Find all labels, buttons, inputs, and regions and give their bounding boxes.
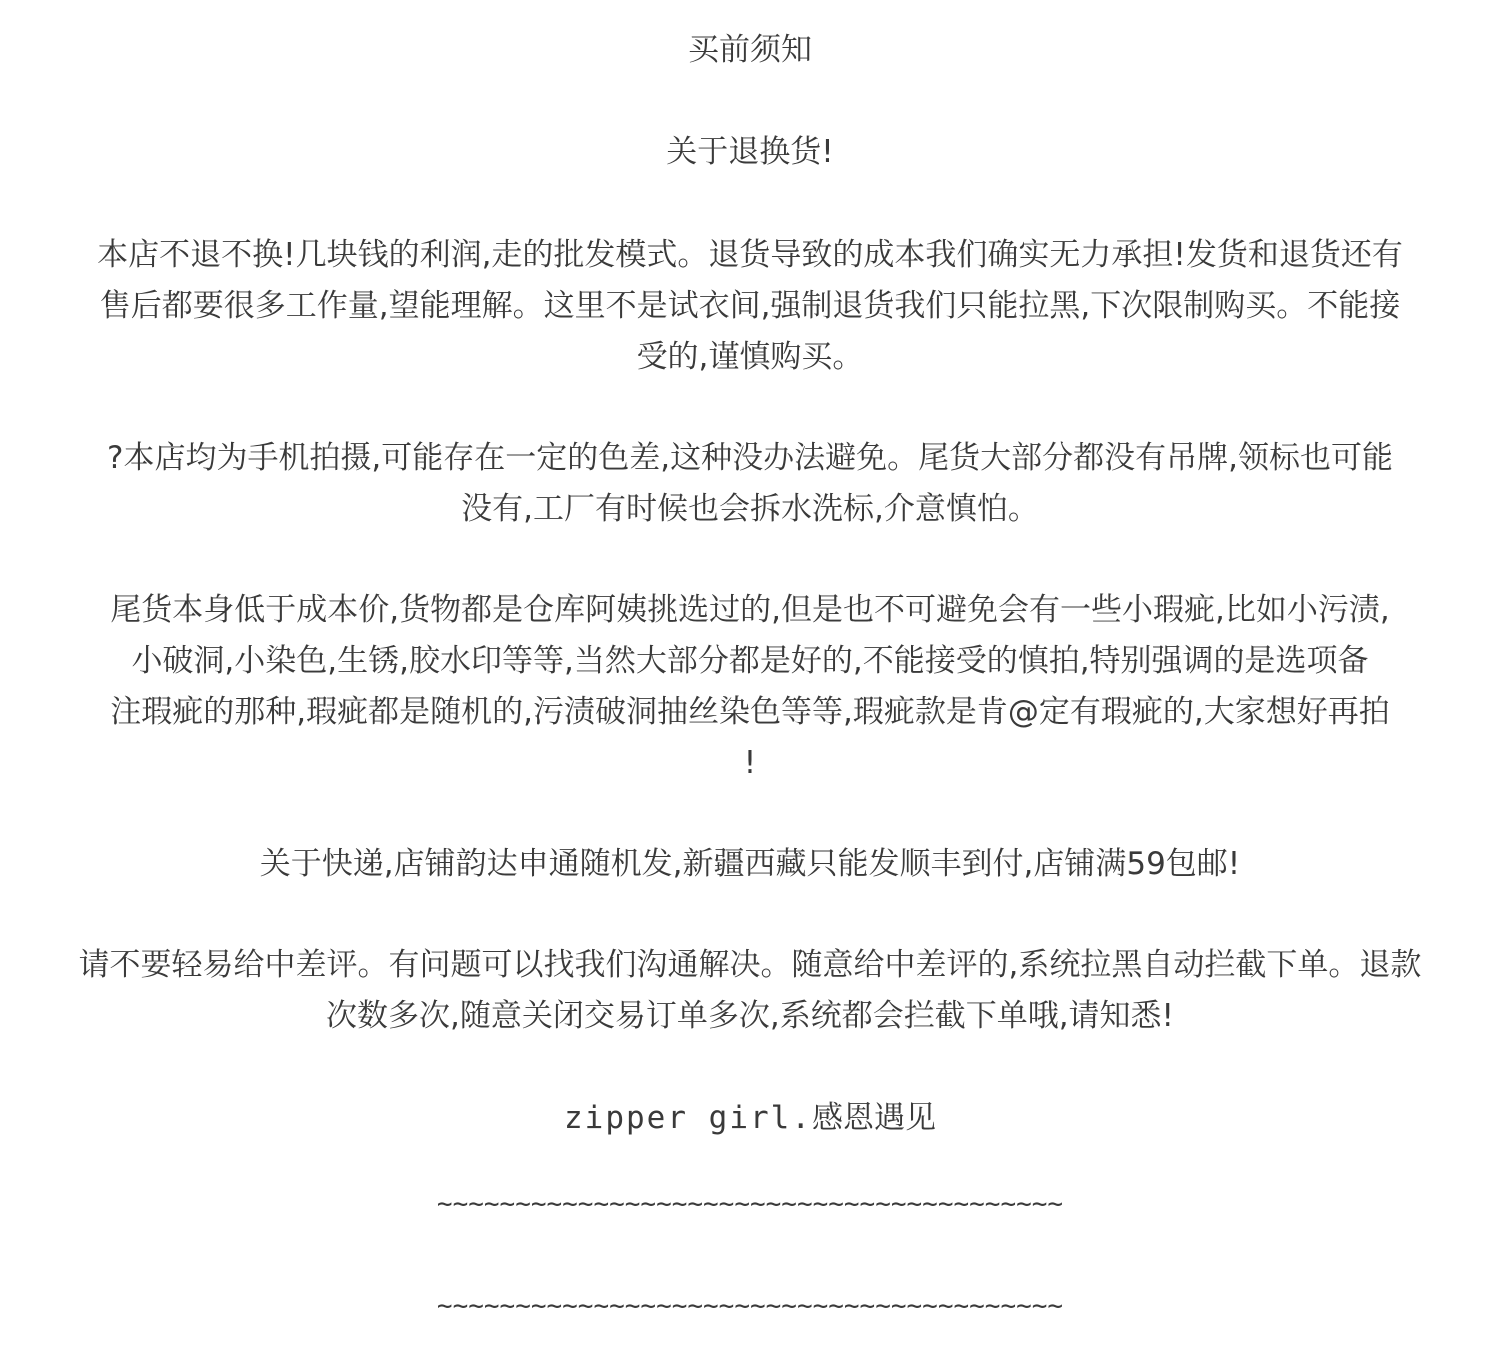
returns-paragraph-line: 本店不退不换!几块钱的利润,走的批发模式。退货导致的成本我们确实无力承担!发货和退货还有 — [97, 237, 1403, 273]
review-paragraph-line: 请不要轻易给中差评。有问题可以找我们沟通解决。随意给中差评的,系统拉黑自动拦截下单。退款 — [78, 947, 1422, 983]
defects-paragraph-line: 注瑕疵的那种,瑕疵都是随机的,污渍破洞抽丝染色等等,瑕疵款是肯@定有瑕疵的,大家想好再拍 — [110, 694, 1390, 730]
defects-paragraph-line: ! — [743, 745, 757, 781]
photo-notice-line: ?本店均为手机拍摄,可能存在一定的色差,这种没办法避免。尾货大部分都没有吊牌,领标也可能 — [106, 440, 1393, 476]
defects-paragraph-line: 小破洞,小染色,生锈,胶水印等等,当然大部分都是好的,不能接受的慎拍,特别强调的是选项备 — [131, 643, 1369, 679]
signature-brand: zipper girl. — [564, 1100, 812, 1136]
page-title: 买前须知 — [688, 32, 812, 68]
tilde-divider: ~~~~~~~~~~~~~~~~~~~~~~~~~~~~~~~~~~~~~~~~ — [436, 1189, 1064, 1219]
returns-heading: 关于退换货! — [666, 134, 834, 170]
signature-thanks: 感恩遇见 — [811, 1100, 936, 1136]
shipping-paragraph: 关于快递,店铺韵达申通随机发,新疆西藏只能发顺丰到付,店铺满59包邮! — [259, 846, 1241, 882]
review-paragraph-line: 次数多次,随意关闭交易订单多次,系统都会拦截下单哦,请知悉! — [326, 998, 1174, 1034]
returns-paragraph-line: 受的,谨慎购买。 — [636, 339, 864, 375]
tilde-divider: ~~~~~~~~~~~~~~~~~~~~~~~~~~~~~~~~~~~~~~~~ — [436, 1291, 1064, 1321]
photo-notice-line: 没有,工厂有时候也会拆水洗标,介意慎怕。 — [461, 491, 1039, 527]
returns-paragraph-line: 售后都要很多工作量,望能理解。这里不是试衣间,强制退货我们只能拉黑,下次限制购买。不能接 — [99, 288, 1401, 324]
defects-paragraph-line: 尾货本身低于成本价,货物都是仓库阿姨挑选过的,但是也不可避免会有一些小瑕疵,比如小污渍, — [110, 592, 1390, 628]
signature — [0, 1092, 1500, 1144]
